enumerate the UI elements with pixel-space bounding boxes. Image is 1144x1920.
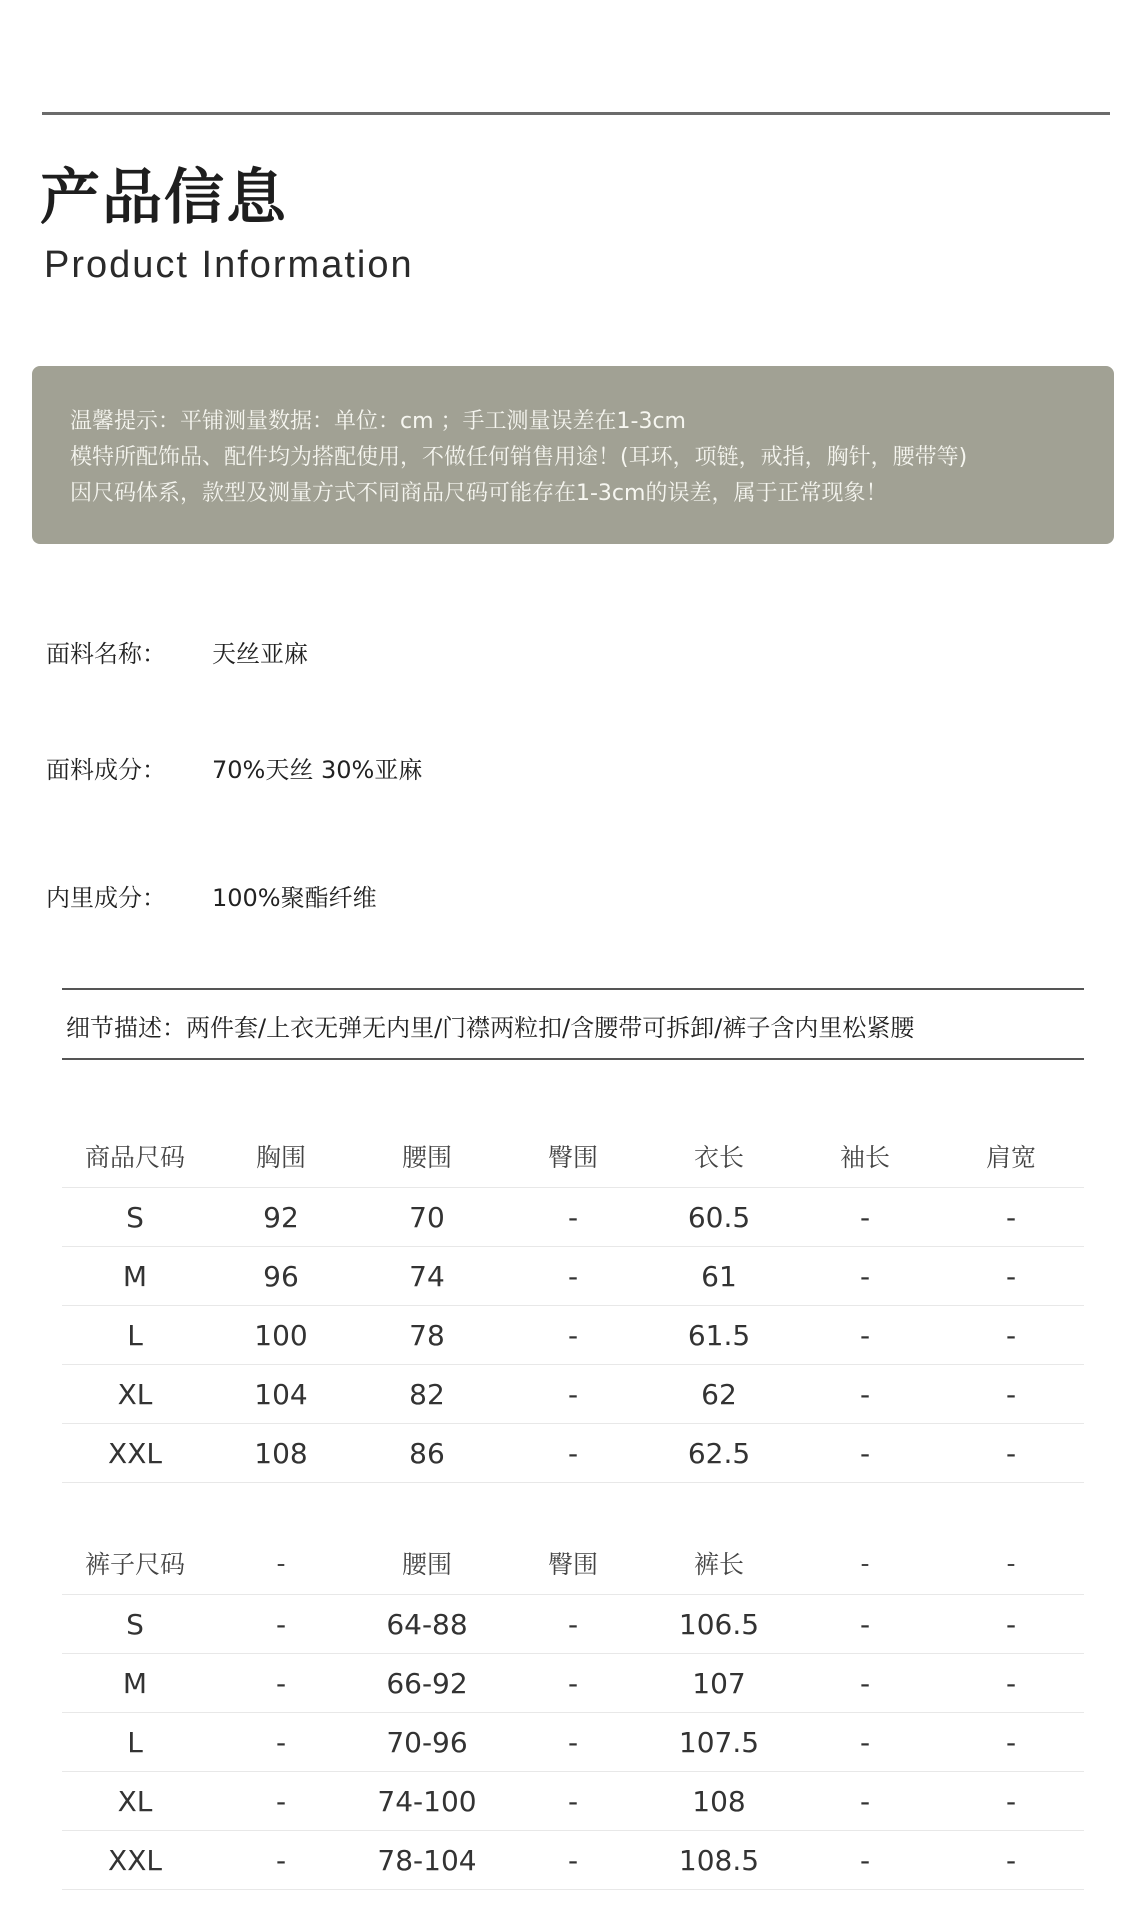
table-cell: 78 xyxy=(409,1318,445,1352)
table-cell: - xyxy=(567,1843,579,1877)
table-cell: 60.5 xyxy=(687,1200,751,1234)
table-cell: 100 xyxy=(254,1318,308,1352)
header-cell: 臀围 xyxy=(547,1550,598,1579)
table-cell: - xyxy=(859,1436,871,1470)
table-cell: 74-100 xyxy=(377,1784,477,1818)
table-cell: - xyxy=(859,1725,871,1759)
header-cell: 胸围 xyxy=(255,1143,306,1172)
table-cell: L xyxy=(127,1318,143,1352)
header-cell: 袖长 xyxy=(839,1143,890,1172)
header-cell: 商品尺码 xyxy=(84,1143,185,1172)
page-title: 产品信息 xyxy=(40,163,288,233)
table-cell: - xyxy=(1005,1666,1017,1700)
table-cell: XL xyxy=(117,1377,153,1411)
table-row xyxy=(62,1713,1084,1772)
table-cell: - xyxy=(1005,1784,1017,1818)
table-cell: - xyxy=(1005,1607,1017,1641)
table-row xyxy=(62,1831,1084,1890)
lining-composition-value: 100%聚酯纤维 xyxy=(212,884,377,912)
table-cell: 70-96 xyxy=(386,1725,468,1759)
table-cell: - xyxy=(1005,1377,1017,1411)
table-cell: 62 xyxy=(701,1377,737,1411)
header-cell: 腰围 xyxy=(401,1143,452,1172)
table-cell: - xyxy=(567,1666,579,1700)
table-cell: 107 xyxy=(692,1666,746,1700)
table-cell: 66-92 xyxy=(386,1666,468,1700)
table-cell: - xyxy=(859,1377,871,1411)
table-cell: 96 xyxy=(263,1259,299,1293)
lining-composition-label: 内里成分： xyxy=(46,884,166,912)
fabric-composition-value: 70%天丝 30%亚麻 xyxy=(212,756,423,784)
table-cell: 92 xyxy=(263,1200,299,1234)
table-cell: XXL xyxy=(108,1436,162,1470)
table-cell: 70 xyxy=(409,1200,445,1234)
table-cell: - xyxy=(1005,1725,1017,1759)
table-cell: - xyxy=(567,1259,579,1293)
table-cell: - xyxy=(275,1843,287,1877)
top-size-table xyxy=(62,1125,1084,1483)
table-cell: 108 xyxy=(692,1784,746,1818)
table-cell: XXL xyxy=(108,1843,162,1877)
table-row xyxy=(62,1306,1084,1365)
table-cell: 64-88 xyxy=(386,1607,468,1641)
table-cell: - xyxy=(859,1318,871,1352)
table-cell: XL xyxy=(117,1784,153,1818)
detail-value: 两件套/上衣无弹无内里/门襟两粒扣/含腰带可拆卸/裤子含内里松紧腰 xyxy=(186,1014,915,1042)
table-cell: L xyxy=(127,1725,143,1759)
table-cell: - xyxy=(567,1436,579,1470)
table-cell: S xyxy=(126,1200,144,1234)
table-cell: - xyxy=(859,1259,871,1293)
table-cell: - xyxy=(859,1200,871,1234)
table-cell: 74 xyxy=(409,1259,445,1293)
table-cell: 82 xyxy=(409,1377,445,1411)
table-cell: 107.5 xyxy=(678,1725,760,1759)
table-cell: - xyxy=(567,1607,579,1641)
fabric-composition-label: 面料成分： xyxy=(46,756,166,784)
fabric-composition-field xyxy=(46,750,422,785)
top-divider xyxy=(42,112,1110,115)
table-cell: - xyxy=(567,1725,579,1759)
table-cell: 108.5 xyxy=(678,1843,760,1877)
header-cell: - xyxy=(1006,1548,1016,1578)
table-cell: - xyxy=(275,1666,287,1700)
table-cell: M xyxy=(122,1259,148,1293)
header-cell: 肩宽 xyxy=(985,1143,1036,1172)
table-cell: - xyxy=(275,1607,287,1641)
notice-line: 因尺码体系，款型及测量方式不同商品尺码可能存在1-3cm的误差，属于正常现象！ xyxy=(70,481,888,506)
table-row xyxy=(62,1595,1084,1654)
header-cell: - xyxy=(860,1548,870,1578)
table-cell: - xyxy=(859,1607,871,1641)
detail-bottom-divider xyxy=(62,1058,1084,1060)
table-cell: 78-104 xyxy=(377,1843,477,1877)
pants-size-table xyxy=(62,1532,1084,1890)
detail-label: 细节描述： xyxy=(66,1014,186,1042)
table-cell: - xyxy=(567,1784,579,1818)
notice-line: 模特所配饰品、配件均为搭配使用，不做任何销售用途！(耳环，项链，戒指，胸针，腰带等) xyxy=(70,445,968,470)
header-cell: 臀围 xyxy=(547,1143,598,1172)
table-cell: - xyxy=(859,1784,871,1818)
table-cell: 86 xyxy=(409,1436,445,1470)
table-cell: - xyxy=(567,1377,579,1411)
table-cell: 104 xyxy=(254,1377,308,1411)
table-row xyxy=(62,1772,1084,1831)
table-cell: 61.5 xyxy=(687,1318,751,1352)
table-cell: 62.5 xyxy=(687,1436,751,1470)
table-cell: - xyxy=(275,1725,287,1759)
table-cell: - xyxy=(567,1200,579,1234)
table-cell: - xyxy=(1005,1436,1017,1470)
table-cell: S xyxy=(126,1607,144,1641)
table-cell: - xyxy=(275,1784,287,1818)
fabric-name-field xyxy=(46,634,308,669)
notice-box xyxy=(32,366,1114,544)
table-cell: - xyxy=(1005,1318,1017,1352)
table-header-row xyxy=(62,1125,1084,1188)
header-cell: 腰围 xyxy=(401,1550,452,1579)
table-cell: - xyxy=(567,1318,579,1352)
fabric-name-label: 面料名称： xyxy=(46,640,166,668)
table-row xyxy=(62,1247,1084,1306)
table-cell: - xyxy=(859,1666,871,1700)
table-cell: - xyxy=(1005,1259,1017,1293)
detail-top-divider xyxy=(62,988,1084,990)
table-cell: 108 xyxy=(254,1436,308,1470)
table-row xyxy=(62,1365,1084,1424)
header-cell: 裤子尺码 xyxy=(84,1550,185,1579)
header-cell: 衣长 xyxy=(693,1143,744,1172)
table-cell: - xyxy=(1005,1200,1017,1234)
table-cell: 106.5 xyxy=(678,1607,760,1641)
fabric-name-value: 天丝亚麻 xyxy=(212,640,308,668)
table-row xyxy=(62,1188,1084,1247)
detail-description xyxy=(66,1008,914,1043)
notice-line: 温馨提示：平铺测量数据：单位：cm ；手工测量误差在1-3cm xyxy=(70,409,686,434)
table-cell: 61 xyxy=(701,1259,737,1293)
table-header-row xyxy=(62,1532,1084,1595)
table-cell: M xyxy=(122,1666,148,1700)
table-row xyxy=(62,1654,1084,1713)
page-subtitle: Product Information xyxy=(44,244,414,286)
table-cell: - xyxy=(859,1843,871,1877)
lining-composition-field xyxy=(46,878,377,913)
header-cell: - xyxy=(276,1548,286,1578)
header-cell: 裤长 xyxy=(693,1550,744,1579)
table-row xyxy=(62,1424,1084,1483)
table-cell: - xyxy=(1005,1843,1017,1877)
